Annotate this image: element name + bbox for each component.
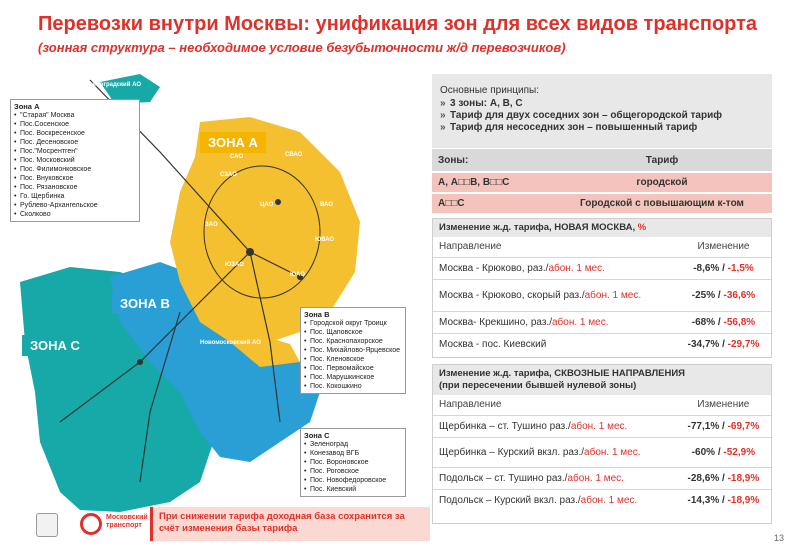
table-row <box>433 311 771 333</box>
table-row <box>433 333 771 355</box>
through-heading-line2: (при пересечении бывшей нулевой зоны) <box>439 380 637 391</box>
new-moscow-heading <box>433 219 771 237</box>
list-item: • Пос. Роговское <box>304 467 402 476</box>
map-place-label: САО <box>230 154 244 160</box>
change-cell: -14,3% / -18,9% <box>676 489 771 511</box>
table-row <box>433 415 771 437</box>
principle-item: » Тариф для двух соседних зон – общегородской тариф <box>440 110 764 122</box>
zones-tariff-table <box>432 149 772 215</box>
list-item: • Пос. Внуковское <box>14 174 136 183</box>
map-place-label: ВАО <box>320 202 333 208</box>
list-item: • Пос."Мосрентген" <box>14 147 136 156</box>
change-cell: -34,7% / -29,7% <box>676 333 771 355</box>
zone-c-list <box>300 428 406 497</box>
change-cell: -28,6% / -18,9% <box>676 467 771 489</box>
zones-cell: А, А□□В, В□□С <box>432 172 552 193</box>
table-header-row <box>432 149 772 172</box>
direction-cell: Москва - пос. Киевский <box>433 333 676 355</box>
table-row <box>432 172 772 193</box>
direction-cell: Москва - Крюково, скорый раз./абон. 1 мес. <box>433 279 676 311</box>
page-number: 13 <box>774 533 785 543</box>
table-row <box>433 437 771 467</box>
list-item: • "Старая" Москва <box>14 111 136 120</box>
through-heading-line1: Изменение ж.д. тарифа, СКВОЗНЫЕ НАПРАВЛЕНИЯ <box>439 368 685 379</box>
list-item: • Пос. Новофедоровское <box>304 476 402 485</box>
tariff-cell: городской <box>552 172 772 193</box>
list-item: • Конезавод ВГБ <box>304 449 402 458</box>
page-title: Перевозки внутри Москвы: унификация зон для всех видов транспорта <box>38 13 758 35</box>
table-header-row <box>433 237 771 257</box>
direction-cell: Щербинка – ст. Тушино раз./абон. 1 мес. <box>433 415 676 437</box>
table-row <box>433 489 771 511</box>
page-subtitle: (зонная структура – необходимое условие безубыточности ж/д перевозчиков) <box>38 40 566 55</box>
through-heading <box>433 365 771 395</box>
zone-a-list-heading: Зона А <box>14 102 40 111</box>
direction-cell: Подольск – ст. Тушино раз./абон. 1 мес. <box>433 467 676 489</box>
list-item: • Пос. Московский <box>14 156 136 165</box>
change-cell: -60% / -52,9% <box>676 437 771 467</box>
through-table <box>433 395 771 511</box>
col-header-change: Изменение <box>697 399 750 411</box>
moscow-transport-logo-text: Московский транспорт <box>106 514 148 529</box>
zone-c-list-heading: Зона С <box>304 431 330 440</box>
table-row <box>433 467 771 489</box>
principles-box <box>432 74 772 148</box>
new-moscow-panel <box>432 218 772 358</box>
list-item: • Рублево-Архангельское <box>14 201 136 210</box>
direction-cell: Щербинка – Курский вкзл. раз./абон. 1 мес. <box>433 437 676 467</box>
map-place-label: ЦАО <box>260 202 274 208</box>
change-cell: -25% / -36,6% <box>676 279 771 311</box>
map-place-label: Новомосковский АО <box>200 340 261 346</box>
list-item: • Пос. Рязановское <box>14 183 136 192</box>
col-header-direction: Направление <box>439 241 502 253</box>
change-cell: -77,1% / -69,7% <box>676 415 771 437</box>
list-item: • Пос. Щаповское <box>304 328 402 337</box>
list-item: • Сколково <box>14 210 136 219</box>
change-cell: -8,6% / -1,5% <box>676 257 771 279</box>
direction-cell: Москва- Крекшино, раз./абон. 1 мес. <box>433 311 676 333</box>
list-item: • Пос. Десеновское <box>14 138 136 147</box>
list-item: • Пос.Сосенское <box>14 120 136 129</box>
col-header-direction: Направление <box>439 399 502 411</box>
list-item: • Пос. Михайлово-Ярцевское <box>304 346 402 355</box>
list-item: • Пос. Первомайское <box>304 364 402 373</box>
new-moscow-heading-text: Изменение ж.д. тарифа, НОВАЯ МОСКВА, <box>439 222 636 233</box>
table-row <box>433 257 771 279</box>
zones-cell: А□□С <box>432 193 552 214</box>
map-place-label: Зеленоградский АО <box>82 82 141 88</box>
principle-item: » 3 зоны: А, В, С <box>440 98 764 110</box>
list-item: • Го. Щербинка <box>14 192 136 201</box>
zone-b-list <box>300 307 406 394</box>
table-header-row <box>433 395 771 415</box>
principle-item: » Тариф для несоседних зон – повышенный тариф <box>440 122 764 134</box>
zone-b-list-heading: Зона В <box>304 310 330 319</box>
zone-a-label: ЗОНА А <box>200 132 266 153</box>
list-item: • Пос. Филимонковское <box>14 165 136 174</box>
map-place-label: ЮВАО <box>315 237 335 243</box>
list-item: • Пос. Марушкинское <box>304 373 402 382</box>
footer-note: При снижении тарифа доходная база сохранится за счёт изменения базы тарифа <box>150 507 430 541</box>
list-item: • Городской округ Троицк <box>304 319 402 328</box>
list-item: • Пос. Вороновское <box>304 458 402 467</box>
list-item: • Пос. Воскресенское <box>14 129 136 138</box>
tariff-cell: Городской с повышающим к-том <box>552 193 772 214</box>
principles-heading: Основные принципы: <box>440 85 540 96</box>
table-row <box>433 279 771 311</box>
zone-a-list <box>10 99 140 222</box>
zone-map <box>0 62 432 532</box>
map-place-label: ЮЗАО <box>225 262 244 268</box>
col-header-tariff: Тариф <box>552 149 772 172</box>
list-item: • Пос. Кленовское <box>304 355 402 364</box>
list-item: • Пос. Киевский <box>304 485 402 494</box>
new-moscow-table <box>433 237 771 355</box>
new-moscow-heading-pct: % <box>637 222 647 233</box>
through-directions-panel <box>432 364 772 524</box>
zone-c-label: ЗОНА С <box>22 335 88 356</box>
col-header-zones: Зоны: <box>432 149 552 172</box>
map-place-label: ЗАО <box>205 222 218 228</box>
moscow-transport-logo-icon <box>80 513 102 535</box>
col-header-change: Изменение <box>697 241 750 253</box>
map-place-label: СВАО <box>285 152 303 158</box>
list-item: • Пос. Краснопахорское <box>304 337 402 346</box>
moscow-coat-of-arms-icon <box>36 513 58 537</box>
map-place-label: ЮАО <box>290 272 305 278</box>
direction-cell: Москва - Крюково, раз./абон. 1 мес. <box>433 257 676 279</box>
direction-cell: Подольск – Курский вкзл. раз./абон. 1 мес. <box>433 489 676 511</box>
map-place-label: СЗАО <box>220 172 237 178</box>
change-cell: -68% / -56,8% <box>676 311 771 333</box>
zone-b-label: ЗОНА В <box>112 293 178 314</box>
table-row <box>432 193 772 214</box>
list-item: • Пос. Кокошкино <box>304 382 402 391</box>
list-item: • Зеленоград <box>304 440 402 449</box>
